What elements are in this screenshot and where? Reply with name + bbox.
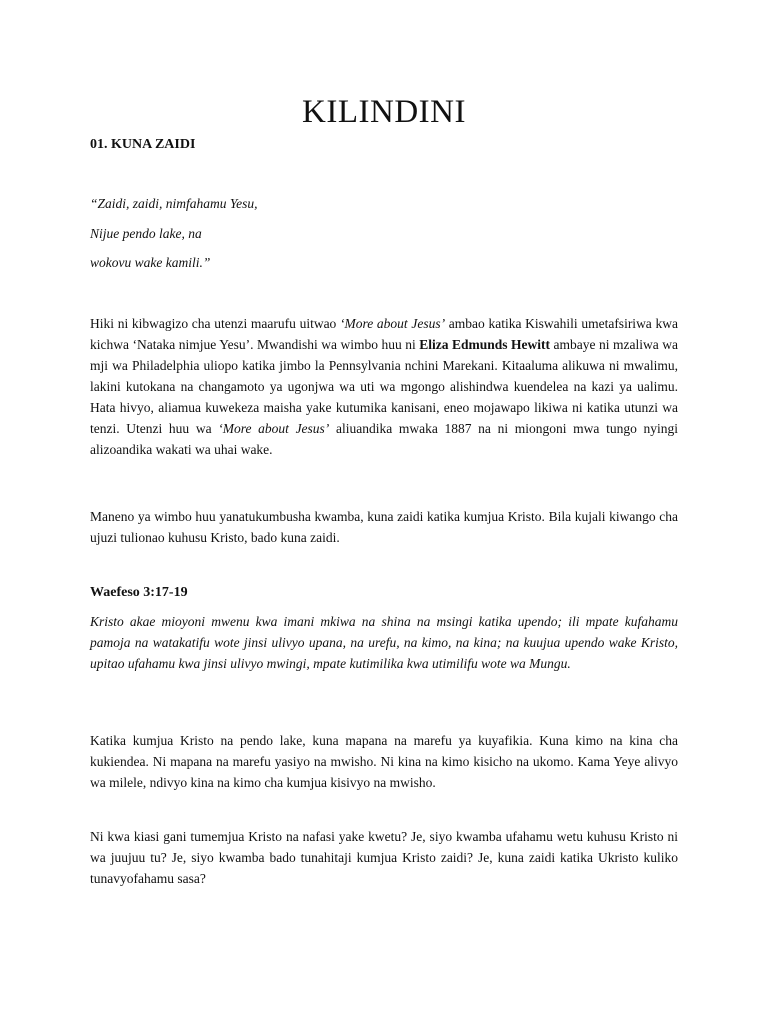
- verse-line-3: wokovu wake kamili.”: [90, 255, 211, 270]
- paragraph-depth: Katika kumjua Kristo na pendo lake, kuna mapana na marefu ya kuyafikia. Kuna kimo na kina cha kukiendea. Ni mapana na marefu yasiyo na mwisho. Ni kina na kimo kisicho na ukomo. Kama Yeye alivyo wa milele, ndivyo kina na kimo cha kumjua kisivyo na mwisho.: [90, 733, 678, 790]
- para-text: ambaye ni mzaliwa wa mji wa Philadelphia uliopo katika jimbo la Pennsylvania nchini Marekani. Kitaaluma alikuwa ni mwalimu, lakini kutokana na changamoto ya ugonjwa wa uti wa mgongo alishindwa kuendelea na kazi ya ualimu. Hata hivyo, aliamua kuwekeza maisha yake kutumika kanisani, eneo mojawapo likiwa ni katika utunzi wa tenzi. Utenzi huu wa: [90, 337, 678, 436]
- author-name: Eliza Edmunds Hewitt: [419, 337, 551, 352]
- document-title: KILINDINI: [302, 94, 466, 130]
- section-heading: 01. KUNA ZAIDI: [90, 137, 196, 152]
- para-text: ambao katika Kiswahili umetafsiriwa kwa kichwa ‘Nataka nimjue Yesu’. Mwandishi wa wimbo huu ni: [90, 316, 678, 352]
- para-text: aliuandika mwaka 1887 na ni miongoni mwa tungo nyingi alizoandika wakati wa uhai wake.: [90, 421, 678, 457]
- verse-line-2: Nijue pendo lake, na: [90, 226, 202, 241]
- paragraph-reminder: Maneno ya wimbo huu yanatukumbusha kwamba, kuna zaidi katika kumjua Kristo. Bila kujali kiwango cha ujuzi tulionao kuhusu Kristo, bado kuna zaidi.: [90, 509, 678, 545]
- scripture-reference: Waefeso 3:17-19: [90, 585, 188, 600]
- scripture-text: Kristo akae mioyoni mwenu kwa imani mkiwa na shina na msingi katika upendo; ili mpate kufahamu pamoja na watakatifu wote jinsi ulivyo upana, na urefu, na kimo, na kina; na kuujua upendo wake Kristo, upitao ufahamu kwa jinsi ulivyo mwingi, mpate kutimilika kwa utimilifu wote wa Mungu.: [90, 614, 678, 671]
- verse-line-1: “Zaidi, zaidi, nimfahamu Yesu,: [90, 196, 258, 211]
- paragraph-intro: [90, 313, 678, 460]
- paragraph-questions: Ni kwa kiasi gani tumemjua Kristo na nafasi yake kwetu? Je, siyo kwamba ufahamu wetu kuhusu Kristo ni wa juujuu tu? Je, siyo kwamba bado tunahitaji kumjua Kristo zaidi? Je, kuna zaidi katika Ukristo kuliko tunavyofahamu sasa?: [90, 829, 678, 886]
- song-title-italic: ‘More about Jesus’: [340, 316, 446, 331]
- song-title-italic: ‘More about Jesus’: [218, 421, 330, 436]
- para-text: Hiki ni kibwagizo cha utenzi maarufu uitwao: [90, 316, 340, 331]
